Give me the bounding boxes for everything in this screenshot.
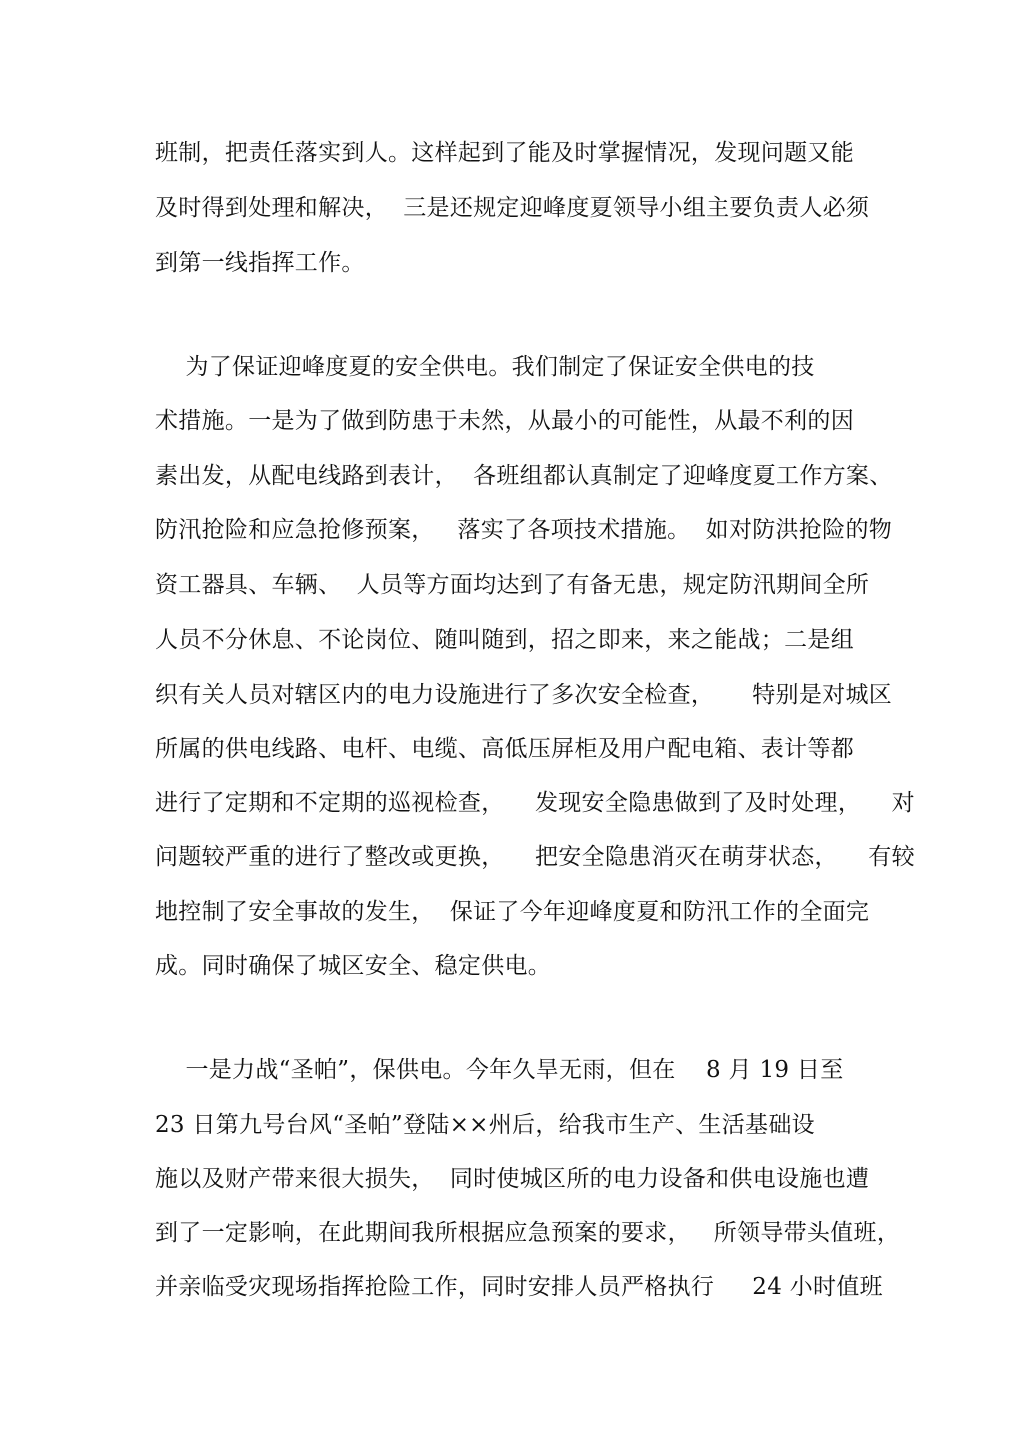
- text-line: 织有关人员对辖区内的电力设施进行了多次安全检查， 特别是对城区: [155, 682, 893, 708]
- text-line: 到了一定影响，在此期间我所根据应急预案的要求， 所领导带头值班，: [155, 1220, 901, 1246]
- text-line: 及时得到处理和解决， 三是还规定迎峰度夏领导小组主要负责人必须: [155, 195, 870, 221]
- text-line: 地控制了安全事故的发生， 保证了今年迎峰度夏和防汛工作的全面完: [155, 899, 870, 925]
- text-line: 一是力战“圣帕”，保供电。今年久旱无雨，但在 8 月 19 日至: [155, 1057, 844, 1083]
- text-line: 进行了定期和不定期的巡视检查， 发现安全隐患做到了及时处理， 对: [155, 790, 915, 816]
- text-line: 班制，把责任落实到人。这样起到了能及时掌握情况，发现问题又能: [155, 140, 854, 166]
- text-line: 到第一线指挥工作。: [155, 250, 365, 276]
- text-line: 施以及财产带来很大损失， 同时使城区所的电力设备和供电设施也遭: [155, 1166, 870, 1192]
- text-line: 并亲临受灾现场指挥抢险工作，同时安排人员严格执行 24 小时值班: [155, 1274, 883, 1300]
- text-line: 所属的供电线路、电杆、电缆、高低压屏柜及用户配电箱、表计等都: [155, 736, 854, 762]
- text-line: 术措施。一是为了做到防患于未然，从最小的可能性，从最不利的因: [155, 408, 854, 434]
- text-line: 防汛抢险和应急抢修预案， 落实了各项技术措施。 如对防洪抢险的物: [155, 517, 893, 543]
- text-line: 资工器具、车辆、 人员等方面均达到了有备无患，规定防汛期间全所: [155, 572, 870, 598]
- text-line: 人员不分休息、不论岗位、随叫随到，招之即来，来之能战；二是组: [155, 627, 854, 653]
- text-line: 素出发，从配电线路到表计， 各班组都认真制定了迎峰度夏工作方案、: [155, 463, 893, 489]
- text-line: 问题较严重的进行了整改或更换， 把安全隐患消灭在萌芽状态， 有较: [155, 844, 915, 870]
- text-line: 23 日第九号台风“圣帕”登陆××州后，给我市生产、生活基础设: [155, 1112, 815, 1138]
- text-line: 为了保证迎峰度夏的安全供电。我们制定了保证安全供电的技: [155, 354, 815, 380]
- text-line: 成。同时确保了城区安全、稳定供电。: [155, 953, 552, 979]
